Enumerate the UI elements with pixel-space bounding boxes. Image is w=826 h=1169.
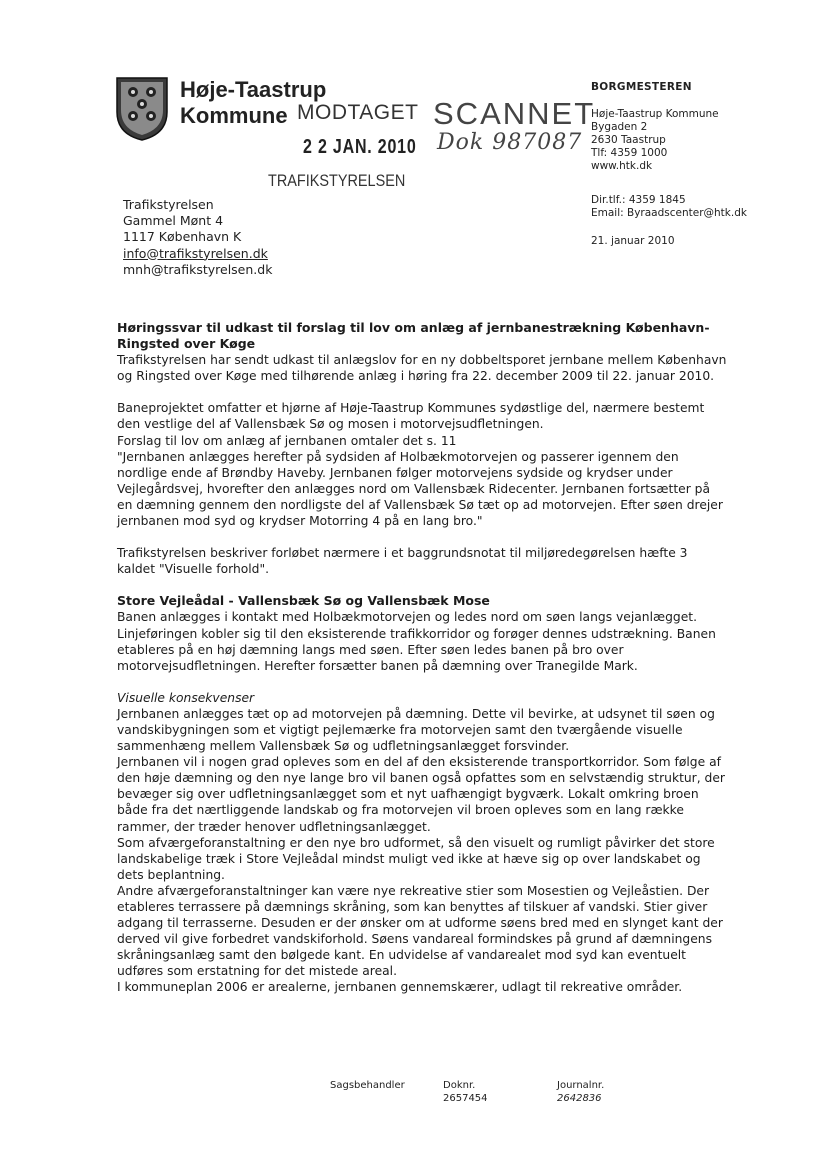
sender-address-line: Høje-Taastrup Kommune xyxy=(591,108,719,120)
received-stamp-date: 2 2 JAN. 2010 xyxy=(303,136,417,158)
footer-case-label: Sagsbehandler xyxy=(330,1080,405,1091)
sender-contact xyxy=(591,194,747,220)
received-stamp-department: TRAFIKSTYRELSEN xyxy=(268,171,406,190)
scanned-doc-number: Dok 987087 xyxy=(437,130,583,155)
body-paragraph: Andre afværgeforanstaltninger kan være nye rekreative stier som Mosestien og Vejleåstien. Der etableres terrassere på dæmnings skråning, som kan benyttes af tilskuer af vandski. Stier giver adgang til terrasserne. Desuden er der ønsker om at udforme søens bred med en slynget kant der derved vil give forbedret vandskiforhold. Søens vandareal formindskes på grund af dæmningens skråningsanlæg samt den bølgede kant. En udvidelse af vandarealet mod syd kan eventuelt udføres som erstatning for det mistede areal. xyxy=(117,883,723,979)
section-subheading: Visuelle konsekvenser xyxy=(117,690,255,705)
footer-doc-number xyxy=(443,1079,488,1105)
recipient-line: Gammel Mønt 4 xyxy=(123,213,224,229)
sender-phone: Tlf: 4359 1000 xyxy=(591,147,668,159)
recipient-line: 1117 København K xyxy=(123,229,242,245)
letter-date: 21. januar 2010 xyxy=(591,235,675,247)
footer-doc-label: Doknr. xyxy=(443,1080,476,1091)
letter-subject-heading: Høringssvar til udkast til forslag til lov om anlæg af jernbanestrækning København-Ringsted over Køge xyxy=(117,320,710,352)
sender-address-line: 2630 Taastrup xyxy=(591,134,666,146)
municipality-crest-logo xyxy=(115,76,169,142)
body-paragraph: Banen anlægges i kontakt med Holbækmotorvejen og ledes nord om søen langs vejanlægget. Linjeføringen kobler sig til den eksisterende trafikkorridor og forøger dennes udstrækning. Banen etableres på en høj dæmning langs med søen. Efter søen ledes banen på bro over motorvejsudfletningen. Herefter forsætter banen på dæmning over Tranegilde Mark. xyxy=(117,610,716,673)
body-paragraph: Baneprojektet omfatter et hjørne af Høje-Taastrup Kommunes sydøstlige del, nærmere bestemt den vestlige del af Vallensbæk Sø og mosen i motorvejsudfletningen. xyxy=(117,401,705,432)
scanned-stamp: SCANNET xyxy=(433,96,596,131)
sender-website: www.htk.dk xyxy=(591,160,653,172)
recipient-line: Trafikstyrelsen xyxy=(123,197,214,212)
org-name-line1: Høje-Taastrup xyxy=(180,77,327,102)
recipient-email-link[interactable]: info@trafikstyrelsen.dk xyxy=(123,245,268,261)
sender-email: Email: Byraadscenter@htk.dk xyxy=(591,207,747,219)
body-paragraph: Jernbanen anlægges tæt op ad motorvejen på dæmning. Dette vil bevirke, at udsynet til søen og vandskibygningen som et vigtigt pejlemærke fra motorvejen samt den tværgående visuelle sammenhæng mellem Vallensbæk Sø og udfletningsanlægget forsvinder. xyxy=(117,706,715,754)
sender-title: BORGMESTEREN xyxy=(591,81,692,93)
body-quote: "Jernbanen anlægges herefter på sydsiden af Holbækmotorvejen og passerer igennem den nordlige ende af Brøndby Haveby. Jernbanen følger motorvejens sydside og krydser under Vejlegårdsvej, hvorefter den anlægges nord om Vallensbæk Ridecenter. Jernbanen fortsætter på en dæmning gennem den nordligste del af Vallensbæk Sø tæt op ad motorvejen. Efter søen drejer jernbanen mod syd og krydser Motorring 4 på en lang bro." xyxy=(117,449,723,529)
body-paragraph: I kommuneplan 2006 er arealerne, jernbanen gennemskærer, udlagt til rekreative områder. xyxy=(117,980,683,995)
footer-journal-number xyxy=(557,1079,604,1105)
sender-direct-phone: Dir.tlf.: 4359 1845 xyxy=(591,194,686,206)
received-stamp: MODTAGET xyxy=(297,101,419,124)
section-heading: Store Vejleådal - Vallensbæk Sø og Vallensbæk Mose xyxy=(117,593,490,609)
sender-address xyxy=(591,108,719,173)
body-paragraph: Forslag til lov om anlæg af jernbanen omtaler det s. 11 xyxy=(117,433,457,448)
org-name-line2: Kommune xyxy=(180,103,288,128)
recipient-address xyxy=(123,197,272,278)
recipient-email: mnh@trafikstyrelsen.dk xyxy=(123,261,273,277)
body-paragraph: Trafikstyrelsen har sendt udkast til anlægslov for en ny dobbeltsporet jernbane mellem København og Ringsted over Køge med tilhørende anlæg i høring fra 22. december 2009 til 22. januar 2010. xyxy=(117,353,727,384)
body-paragraph: Trafikstyrelsen beskriver forløbet nærmere i et baggrundsnotat til miljøredegørelsen hæfte 3 kaldet "Visuelle forhold". xyxy=(117,546,688,577)
body-paragraph: Som afværgeforanstaltning er den nye bro udformet, så den visuelt og rumligt påvirker det store landskabelige træk i Store Vejleådal mindst muligt ved ikke at hæve sig op over landskabet og dets beplantning. xyxy=(117,835,715,882)
sender-address-line: Bygaden 2 xyxy=(591,121,648,133)
body-paragraph: Jernbanen vil i nogen grad opleves som en del af den eksisterende transportkorridor. Som følge af den høje dæmning og den nye lange bro vil banen også opfattes som en selvstændig struktur, der bevæger sig over udfletningsanlægget som et nyt uafhængigt bygværk. Lokalt omkring broen både fra det nærtliggende landskab og fra motorvejen vil broen opleves som en lang række rammer, der træder henover udfletningsanlægget. xyxy=(117,755,725,834)
footer-case-handler xyxy=(330,1079,405,1092)
footer-journal-label: Journalnr. xyxy=(557,1080,605,1091)
letter-body xyxy=(117,320,727,996)
footer-journal-value: 2642836 xyxy=(557,1093,602,1104)
footer-doc-value: 2657454 xyxy=(443,1093,488,1104)
